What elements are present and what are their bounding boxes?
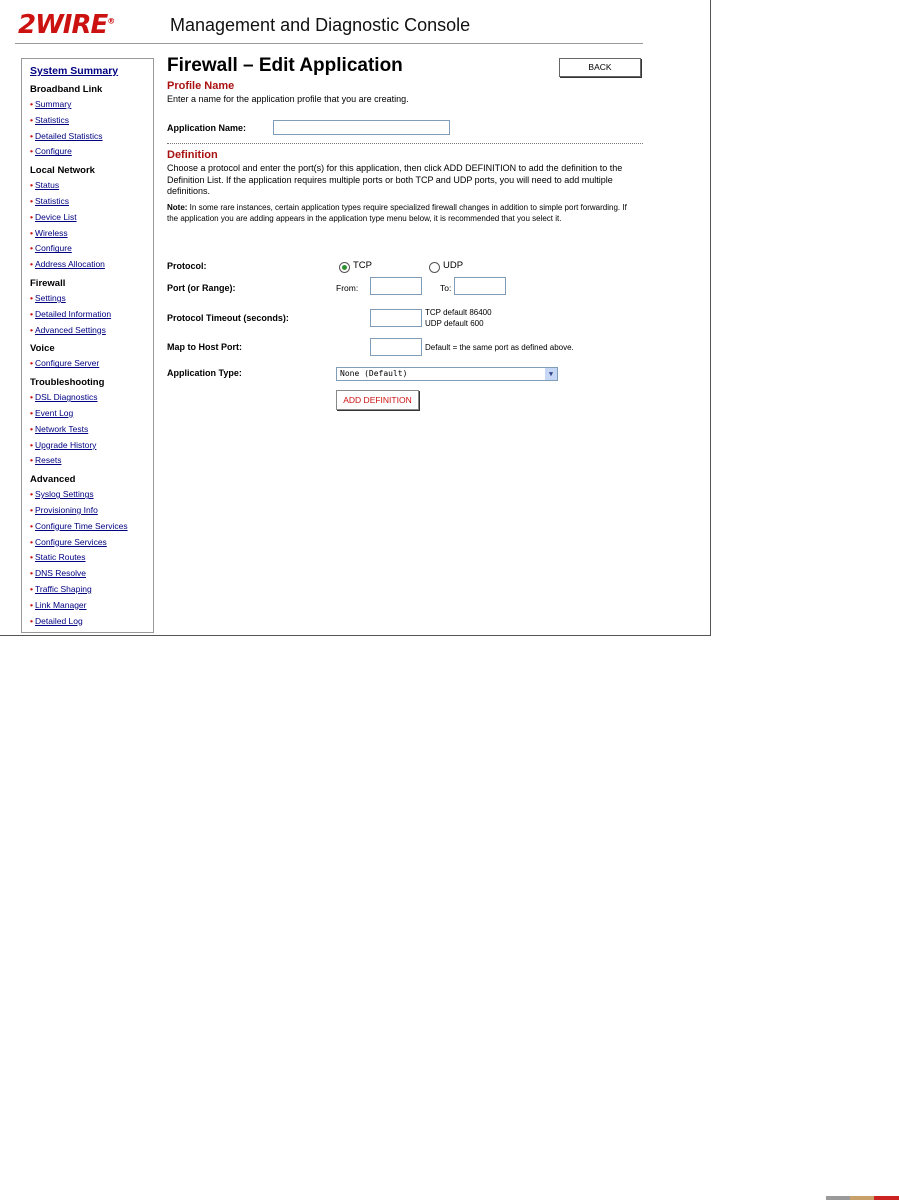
add-definition-button[interactable]: ADD DEFINITION	[336, 390, 419, 410]
sidebar-item-link[interactable]: Link Manager	[34, 599, 87, 610]
sidebar-item[interactable]	[30, 241, 153, 257]
section-divider	[167, 143, 643, 144]
sidebar-item-link[interactable]: Status	[34, 180, 60, 191]
sidebar-section-title: Broadband Link	[30, 84, 103, 95]
protocol-label: Protocol:	[167, 261, 207, 271]
definition-intro: Choose a protocol and enter the port(s) for this application, then click ADD DEFINITION to add the definition to the Definition List. If the application requires multiple ports or both TCP and UDP ports, you will need to add multiple definitions.	[167, 163, 623, 196]
sidebar-item-link[interactable]: Summary	[34, 99, 72, 109]
sidebar-system-summary-link[interactable]: System Summary	[30, 65, 119, 77]
map-host-port-input[interactable]	[370, 338, 422, 356]
bullet-icon: •	[30, 423, 33, 434]
header-divider	[15, 43, 643, 44]
sidebar-item[interactable]	[30, 487, 153, 503]
sidebar-item-link[interactable]: Provisioning Info	[34, 504, 98, 515]
bullet-icon: •	[30, 392, 33, 403]
port-to-label: To:	[440, 283, 452, 293]
bullet-icon: •	[30, 489, 33, 500]
sidebar-item[interactable]	[30, 503, 153, 519]
sidebar-item[interactable]	[30, 307, 153, 323]
sidebar-item-link[interactable]: DSL Diagnostics	[34, 392, 98, 403]
sidebar-item-link[interactable]: Settings	[34, 292, 66, 303]
back-button[interactable]: BACK	[559, 58, 641, 77]
sidebar-item[interactable]	[30, 97, 153, 113]
port-range-label: Port (or Range):	[167, 283, 236, 293]
udp-default-hint: UDP default 600	[425, 319, 484, 328]
sidebar-item-link[interactable]: Statistics	[34, 195, 69, 206]
bullet-icon: •	[30, 292, 33, 303]
udp-radio[interactable]	[429, 262, 440, 273]
bullet-icon: •	[30, 99, 33, 109]
note-text: In some rare instances, certain application types require specialized firewall changes in addition to simple port forwarding. If the application you are adding appears in the application type menu below, it is recommended that you select it.	[167, 202, 627, 223]
sidebar-item[interactable]	[30, 210, 153, 226]
brand-logo: 2WIRE®	[18, 10, 115, 40]
application-name-label: Application Name:	[167, 123, 247, 133]
sidebar-item-link[interactable]: Upgrade History	[34, 439, 97, 450]
sidebar-item[interactable]	[30, 582, 153, 598]
sidebar-item-link[interactable]: Detailed Information	[34, 308, 112, 319]
sidebar-section-title: Local Network	[30, 165, 95, 177]
sidebar-item-link[interactable]: Configure Server	[34, 358, 100, 369]
bullet-icon: •	[30, 211, 33, 222]
sidebar-item-link[interactable]: DNS Resolve	[34, 568, 87, 579]
profile-name-heading: Profile Name	[167, 80, 235, 92]
profile-intro: Enter a name for the application profile that you are creating.	[167, 94, 409, 104]
bullet-icon: •	[30, 243, 33, 254]
sidebar-item[interactable]	[30, 453, 153, 469]
bullet-icon: •	[30, 308, 33, 319]
sidebar-item[interactable]	[30, 356, 153, 372]
definition-heading: Definition	[167, 149, 218, 161]
corner-bar-red	[874, 1196, 899, 1200]
bullet-icon: •	[30, 259, 33, 270]
sidebar-sections	[30, 84, 153, 629]
tcp-default-hint: TCP default 86400	[425, 308, 492, 317]
sidebar-item-link[interactable]: Detailed Log	[34, 615, 83, 626]
sidebar-item[interactable]	[30, 614, 153, 630]
map-host-port-hint: Default = the same port as defined above.	[425, 343, 574, 352]
sidebar-item[interactable]	[30, 257, 153, 273]
tcp-radio[interactable]	[339, 262, 350, 273]
sidebar-item-link[interactable]: Static Routes	[34, 552, 86, 563]
bullet-icon: •	[30, 455, 33, 466]
sidebar-item-link[interactable]: Device List	[34, 211, 77, 222]
main-content	[167, 55, 643, 405]
sidebar-item-link[interactable]: Configure Time Services	[34, 520, 128, 531]
bullet-icon: •	[30, 439, 33, 450]
sidebar-item-link[interactable]: Wireless	[34, 227, 68, 238]
definition-note	[167, 202, 639, 225]
sidebar-item[interactable]	[30, 535, 153, 551]
sidebar-item[interactable]	[30, 550, 153, 566]
bullet-icon: •	[30, 615, 33, 626]
map-host-port-label: Map to Host Port:	[167, 342, 242, 352]
bullet-icon: •	[30, 324, 33, 335]
port-from-input[interactable]	[370, 277, 422, 295]
sidebar-item-link[interactable]: Configure Services	[34, 536, 107, 547]
sidebar-item-link[interactable]: Detailed Statistics	[34, 130, 103, 141]
sidebar-section-title: Firewall	[30, 277, 66, 289]
sidebar-item[interactable]	[30, 438, 153, 454]
application-type-label: Application Type:	[167, 368, 242, 378]
sidebar-item[interactable]	[30, 178, 153, 194]
bullet-icon: •	[30, 146, 33, 157]
sidebar-item[interactable]	[30, 422, 153, 438]
bullet-icon: •	[30, 407, 33, 418]
application-type-select[interactable]	[336, 367, 558, 381]
bullet-icon: •	[30, 227, 33, 238]
sidebar-item-link[interactable]: Configure	[34, 146, 72, 157]
port-from-label: From:	[336, 283, 359, 293]
sidebar-item-link[interactable]: Address Allocation	[34, 259, 105, 270]
sidebar-item[interactable]	[30, 291, 153, 307]
application-name-input[interactable]	[273, 120, 450, 135]
bullet-icon: •	[30, 358, 33, 369]
port-to-input[interactable]	[454, 277, 506, 295]
bullet-icon: •	[30, 180, 33, 191]
sidebar-item[interactable]	[30, 226, 153, 242]
sidebar-item-link[interactable]: Advanced Settings	[34, 324, 106, 335]
console-title: Management and Diagnostic Console	[170, 15, 471, 35]
sidebar-item[interactable]	[30, 598, 153, 614]
sidebar-item[interactable]	[30, 194, 153, 210]
bullet-icon: •	[30, 552, 33, 563]
chevron-down-icon[interactable]: ▼	[545, 368, 557, 380]
sidebar-item[interactable]	[30, 390, 153, 406]
sidebar-item[interactable]	[30, 129, 153, 145]
sidebar-item-link[interactable]: Traffic Shaping	[34, 583, 92, 594]
protocol-timeout-label: Protocol Timeout (seconds):	[167, 313, 289, 323]
sidebar-item[interactable]	[30, 566, 153, 582]
sidebar-item[interactable]	[30, 323, 153, 339]
note-label: Note:	[167, 202, 188, 212]
corner-bar-gray	[826, 1196, 850, 1200]
corner-bar-tan	[850, 1196, 874, 1200]
sidebar-item-link[interactable]: Configure	[34, 243, 72, 254]
sidebar-item-link[interactable]: Network Tests	[34, 423, 89, 434]
bullet-icon: •	[30, 195, 33, 206]
sidebar-section-title: Advanced	[30, 474, 76, 486]
sidebar-section-title: Troubleshooting	[30, 377, 105, 389]
protocol-timeout-input[interactable]	[370, 309, 422, 327]
bullet-icon: •	[30, 520, 33, 531]
bullet-icon: •	[30, 536, 33, 547]
page-title: Firewall – Edit Application	[167, 55, 403, 76]
bullet-icon: •	[30, 130, 33, 141]
sidebar-item[interactable]	[30, 519, 153, 535]
sidebar-item-link[interactable]: Statistics	[34, 114, 69, 125]
sidebar-item[interactable]	[30, 113, 153, 129]
bullet-icon: •	[30, 504, 33, 515]
sidebar-item[interactable]	[30, 406, 153, 422]
sidebar-item-link[interactable]: Resets	[34, 455, 62, 466]
bullet-icon: •	[30, 599, 33, 610]
bullet-icon: •	[30, 583, 33, 594]
bullet-icon: •	[30, 568, 33, 579]
sidebar-item-link[interactable]: Event Log	[34, 407, 74, 418]
bullet-icon: •	[30, 114, 33, 125]
application-type-value: None (Default)	[340, 369, 408, 378]
sidebar	[21, 58, 154, 633]
sidebar-item-link[interactable]: Syslog Settings	[34, 489, 94, 500]
sidebar-section-title: Voice	[30, 343, 55, 355]
tcp-label: TCP	[353, 260, 372, 271]
sidebar-item[interactable]	[30, 144, 153, 160]
udp-label: UDP	[443, 260, 464, 271]
